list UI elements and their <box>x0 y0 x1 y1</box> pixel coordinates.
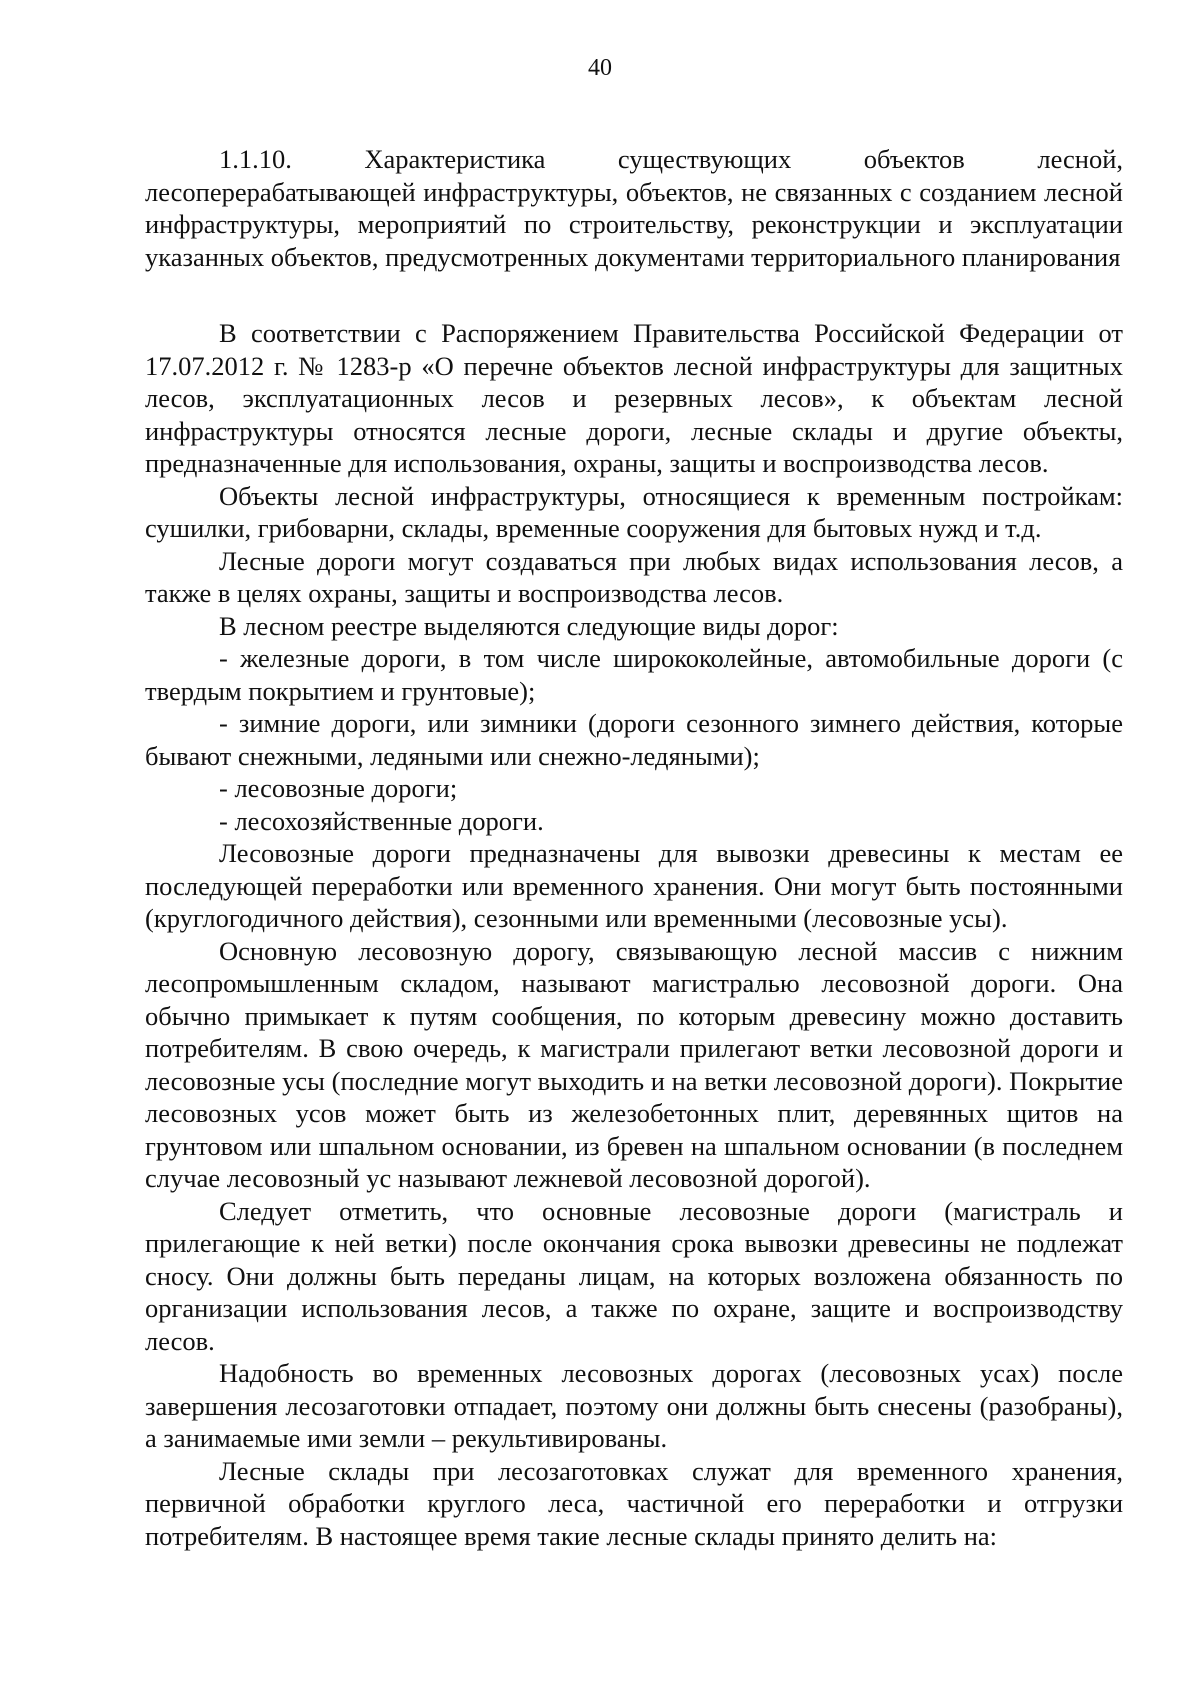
paragraph-forest-roads: Лесные дороги могут создаваться при любых видах использования лесов, а также в целях охраны, защиты и воспроизводства лесов. <box>145 545 1123 608</box>
list-item-railways: - железные дороги, в том числе ширококолейные, автомобильные дороги (с твердым покрытием и грунтовые); <box>145 643 1123 706</box>
page-number: 40 <box>588 55 612 81</box>
paragraph-temporary-roads: Надобность во временных лесовозных дорогах (лесовозных усах) после завершения лесозаготовки отпадает, поэтому они должны быть снесены (разобраны), а занимаемые ими земли – рекультивированы. <box>145 1358 1123 1453</box>
paragraph-not-demolished: Следует отметить, что основные лесовозные дороги (магистраль и прилегающие к ней ветки) после окончания срока вывозки древесины не подлежат сносу. Они должны быть переданы лицам, на которых возложена обязанность по организации использования лесов, а также по охране, защите и воспроизводству лесов. <box>145 1195 1123 1356</box>
paragraph-main-road: Основную лесовозную дорогу, связывающую лесной массив с нижним лесопромышленным складом, называют магистралью лесовозной дороги. Она обычно примыкает к путям сообщения, по которым древесину можно доставить потребителям. В свою очередь, к магистрали прилегают ветки лесовозной дороги и лесовозные усы (последние могут выходить и на ветки лесовозной дороги). Покрытие лесовозных усов может быть из железобетонных плит, деревянных щитов на грунтовом или шпальном основании, из бревен на шпальном основании (в последнем случае лесовозный ус называют лежневой лесовозной дорогой). <box>145 935 1123 1193</box>
list-item-winter-roads: - зимние дороги, или зимники (дороги сезонного зимнего действия, которые бывают снежными, ледяными или снежно-ледяными); <box>145 708 1123 771</box>
paragraph-temporary-objects: Объекты лесной инфраструктуры, относящиеся к временным постройкам: сушилки, грибоварни, склады, временные сооружения для бытовых нужд и т.д. <box>145 480 1123 543</box>
list-item-logging-roads: - лесовозные дороги; <box>219 773 458 803</box>
paragraph-forest-warehouses: Лесные склады при лесозаготовках служат для временного хранения, первичной обработки круглого леса, частичной его переработки и отгрузки потребителям. В настоящее время такие лесные склады принято делить на: <box>145 1455 1123 1551</box>
paragraph-regulation: В соответствии с Распоряжением Правительства Российской Федерации от 17.07.2012 г. № 1283-р «О перечне объектов лесной инфраструктуры для защитных лесов, эксплуатационных лесов и резервных лесов», к объектам лесной инфраструктуры относятся лесные дороги, лесные склады и другие объекты, предназначенные для использования, охраны, защиты и воспроизводства лесов. <box>145 318 1123 478</box>
document-body <box>145 143 1123 1552</box>
section-heading: 1.1.10. Характеристика существующих объектов лесной, лесоперерабатывающей инфраструктуры, объектов, не связанных с созданием лесной инфраструктуры, мероприятий по строительству, реконструкции и эксплуатации указанных объектов, предусмотренных документами территориального планирования <box>145 144 1123 272</box>
heading-spacer <box>145 273 1123 317</box>
paragraph-logging-roads-purpose: Лесовозные дороги предназначены для вывозки древесины к местам ее последующей переработки или временного хранения. Они могут быть постоянными (круглогодичного действия), сезонными или временными (лесовозные усы). <box>145 838 1123 933</box>
paragraph-road-types-intro: В лесном реестре выделяются следующие виды дорог: <box>219 610 839 641</box>
list-item-forestry-roads: - лесохозяйственные дороги. <box>219 805 544 836</box>
